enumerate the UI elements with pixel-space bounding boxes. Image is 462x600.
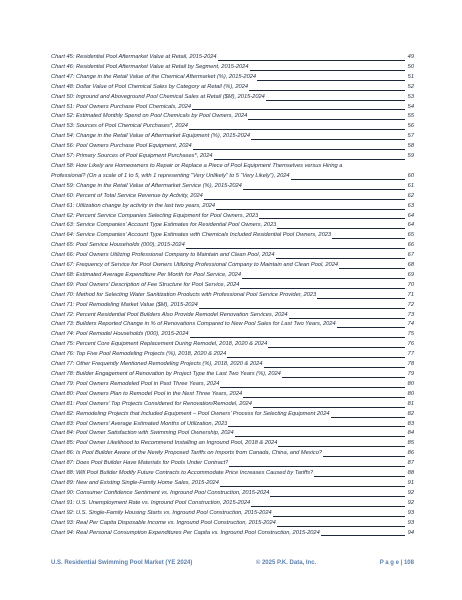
toc-entry-text: Chart 64: Service Companies’ Account Type Estimates with Chemicals Included Residential Pool Owners, 2023	[51, 232, 332, 239]
toc-entry[interactable]	[51, 429, 414, 439]
toc-leader-line	[277, 526, 405, 527]
toc-entry[interactable]	[51, 73, 414, 83]
toc-entry[interactable]	[51, 103, 414, 113]
toc-entry-text: Chart 76: Top Five Pool Remodeling Projects (%), 2018, 2020 & 2024	[51, 351, 227, 358]
toc-entry[interactable]	[51, 340, 414, 350]
toc-entry-text: Chart 84: Pool Owner Satisfaction with Swimming Pool Ownership, 2024	[51, 430, 234, 437]
toc-entry-page: 76	[407, 341, 414, 348]
toc-entry-text: Chart 60: Percent of Total Service Revenue by Activity, 2024	[51, 192, 203, 199]
toc-entry[interactable]	[51, 152, 414, 162]
toc-leader-line	[282, 377, 405, 378]
table-of-charts	[51, 53, 414, 538]
toc-leader-line	[273, 516, 405, 517]
toc-entry[interactable]	[51, 221, 414, 231]
toc-leader-line	[250, 70, 406, 71]
toc-entry[interactable]	[51, 261, 414, 271]
toc-leader-line	[278, 446, 405, 447]
toc-entry-text: Chart 74: Pool Remodel Households (000), 2015-2024	[51, 331, 189, 338]
toc-entry-text: Chart 70: Method for Selecting Water Sanitization Products with Professional Pool Service Provider, 2023	[51, 291, 317, 298]
toc-entry[interactable]	[51, 439, 414, 449]
toc-entry[interactable]	[51, 469, 414, 479]
toc-entry-page: 75	[407, 331, 414, 338]
toc-entry-page: 65	[407, 232, 414, 239]
toc-entry[interactable]	[51, 231, 414, 241]
toc-entry-text: Chart 89: New and Existing Single-Family Home Sales, 2015-2024	[51, 479, 219, 486]
toc-entry[interactable]	[51, 489, 414, 499]
toc-entry-text: Chart 82: Remodeling Projects that Included Equipment – Pool Owners’ Process for Selecting Equipment 2024	[51, 410, 330, 417]
footer-page-number: P a g e | 108	[379, 560, 414, 566]
toc-entry[interactable]	[51, 360, 414, 370]
toc-entry-text: Chart 90: Consumer Confidence Sentiment vs. Inground Pool Construction, 2015-2024	[51, 489, 270, 496]
toc-entry[interactable]	[51, 83, 414, 93]
toc-entry[interactable]	[51, 241, 414, 251]
toc-leader-line	[270, 496, 405, 497]
toc-leader-line	[264, 367, 405, 368]
toc-leader-line	[204, 199, 405, 200]
toc-leader-line	[193, 149, 405, 150]
toc-leader-line	[242, 278, 405, 279]
toc-entry-text: Chart 71: Pool Remodeling Market Value ($M), 2015-2024	[51, 301, 198, 308]
toc-leader-line	[251, 139, 405, 140]
toc-leader-line	[240, 288, 405, 289]
toc-leader-line	[276, 258, 405, 259]
toc-entry-text: Chart 88: Will Pool Builder Modify Future Contracts to Accommodate Price Increases Caused by Tariffs?	[51, 470, 314, 477]
toc-entry-text: Chart 46: Residential Pool Aftermarket Value at Retail by Segment, 2015-2024	[51, 63, 249, 70]
toc-entry[interactable]	[51, 301, 414, 311]
toc-entry-text: Chart 85: Pool Owner Likelihood to Recommend Installing an Inground Pool, 2018 & 2024	[51, 440, 278, 447]
toc-leader-line	[228, 426, 405, 427]
toc-entry-page: 58	[407, 143, 414, 150]
toc-entry-page: 81	[407, 400, 414, 407]
toc-entry-page: 84	[407, 430, 414, 437]
toc-entry-page: 79	[407, 371, 414, 378]
toc-entry-page: 53	[407, 93, 414, 100]
toc-entry-text: Chart 45: Residential Pool Aftermarket Value at Retail, 2015-2024	[51, 53, 217, 60]
toc-entry[interactable]	[51, 122, 414, 132]
toc-entry-text: Chart 92: U.S. Single-Family Housing Starts vs. Inground Pool Construction, 2015-2024	[51, 509, 272, 516]
toc-entry[interactable]	[51, 212, 414, 222]
toc-entry[interactable]	[51, 321, 414, 331]
toc-entry-page: 54	[407, 103, 414, 110]
toc-entry[interactable]	[51, 519, 414, 529]
toc-entry[interactable]	[51, 449, 414, 459]
toc-leader-line	[259, 218, 405, 219]
toc-entry-text: Chart 65: Pool Service Households (000), 2015-2024	[51, 242, 185, 249]
toc-entry-page: 88	[407, 470, 414, 477]
toc-leader-line	[249, 90, 405, 91]
toc-entry-text: Chart 52: Estimated Monthly Spend on Pool Chemicals by Pool Owners, 2024	[51, 113, 248, 120]
toc-entry[interactable]	[51, 251, 414, 261]
toc-leader-line	[220, 387, 405, 388]
toc-entry-page: 92	[407, 499, 414, 506]
toc-entry-text: Chart 53: Sources of Pool Chemical Purchases*, 2024	[51, 123, 188, 130]
toc-entry[interactable]	[51, 53, 414, 63]
toc-entry[interactable]	[51, 182, 414, 192]
toc-entry-page: 51	[407, 73, 414, 80]
toc-entry-text: Chart 86: Is Pool Builder Aware of the Newly Proposed Tariffs on Imports from Canada, China, and Mexico?	[51, 450, 323, 457]
toc-entry-page: 91	[407, 479, 414, 486]
toc-leader-line	[199, 308, 405, 309]
toc-leader-line	[251, 506, 405, 507]
toc-leader-line	[266, 100, 405, 101]
toc-leader-line	[337, 327, 405, 328]
toc-entry-text: Chart 57: Primary Sources of Pool Equipment Purchases*, 2024	[51, 153, 213, 160]
toc-entry-page: 67	[407, 252, 414, 259]
toc-leader-line	[214, 159, 405, 160]
toc-entry-page: 87	[407, 460, 414, 467]
toc-entry-text-continued: Professional? (On a scale of 1 to 5, with 1 representing “Very Unlikely” to 5 “Very Likely”), 2024	[51, 172, 290, 179]
toc-entry-text: Chart 69: Pool Owners’ Description of Fee Structure for Pool Service, 2024	[51, 281, 240, 288]
toc-entry[interactable]	[51, 142, 414, 152]
toc-entry-page: 78	[407, 361, 414, 368]
toc-entry-text: Chart 68: Estimated Average Expenditure Per Month for Pool Service, 2024	[51, 271, 242, 278]
toc-entry-page: 70	[407, 281, 414, 288]
toc-entry-page: 57	[407, 133, 414, 140]
toc-entry-page: 49	[407, 53, 414, 60]
toc-entry-page: 94	[407, 529, 414, 536]
toc-entry-page: 92	[407, 489, 414, 496]
toc-entry-page: 60	[407, 172, 414, 179]
toc-leader-line	[229, 466, 405, 467]
toc-leader-line	[331, 417, 405, 418]
toc-entry[interactable]	[51, 479, 414, 489]
toc-entry[interactable]	[51, 370, 414, 380]
toc-entry-text: Chart 87: Does Pool Builder Have Materials for Pools Under Contract?	[51, 460, 229, 467]
toc-entry-text: Chart 72: Percent Residential Pool Builders Also Provide Remodel Renovation Services, 2024	[51, 311, 288, 318]
toc-entry-page: 50	[407, 63, 414, 70]
toc-leader-line	[190, 337, 405, 338]
toc-leader-line	[317, 298, 405, 299]
toc-entry[interactable]	[51, 63, 414, 73]
toc-entry[interactable]	[51, 271, 414, 281]
toc-entry-page: 68	[407, 262, 414, 269]
toc-leader-line	[235, 436, 405, 437]
toc-entry-page: 64	[407, 222, 414, 229]
toc-leader-line	[289, 318, 405, 319]
toc-entry-text: Chart 80: Pool Owners Plan to Remodel Pool in the Next Three Years, 2024	[51, 390, 243, 397]
toc-leader-line	[257, 80, 405, 81]
toc-leader-line	[192, 109, 405, 110]
toc-leader-line	[227, 357, 405, 358]
toc-entry-page: 86	[407, 450, 414, 457]
toc-entry-text: Chart 58: How Likely are Homeowners to Repair or Replace a Piece of Pool Equipment Themselves versus Hiring a	[51, 162, 343, 169]
toc-entry[interactable]	[51, 281, 414, 291]
toc-entry[interactable]	[51, 93, 414, 103]
toc-entry[interactable]	[51, 291, 414, 301]
toc-entry-page: 66	[407, 242, 414, 249]
toc-entry[interactable]	[51, 350, 414, 360]
toc-entry-text: Chart 56: Pool Owners Purchase Pool Equipment, 2024	[51, 143, 192, 150]
toc-entry[interactable]	[51, 529, 414, 539]
page-footer	[51, 560, 414, 566]
toc-entry[interactable]	[51, 380, 414, 390]
toc-leader-line	[248, 119, 405, 120]
toc-entry-text: Chart 83: Pool Owners’ Average Estimated Months of Utilization, 2023	[51, 420, 228, 427]
toc-entry[interactable]	[51, 499, 414, 509]
toc-entry-text: Chart 91: U.S. Unemployment Rate vs. Inground Pool Construction, 2015-2024	[51, 499, 251, 506]
toc-entry-page: 52	[407, 83, 414, 90]
toc-entry[interactable]	[51, 420, 414, 430]
toc-entry-page: 93	[407, 509, 414, 516]
toc-entry-text: Chart 94: Real Personal Consumption Expenditures Per Capita vs. Inground Pool Construction, 2015-2024	[51, 529, 320, 536]
toc-entry-text: Chart 63: Service Companies’ Account Type Estimates for Residential Pool Owners, 2023	[51, 222, 277, 229]
toc-leader-line	[186, 248, 405, 249]
toc-entry[interactable]	[51, 390, 414, 400]
toc-leader-line	[277, 228, 405, 229]
toc-entry-page: 61	[407, 182, 414, 189]
toc-leader-line	[314, 476, 405, 477]
toc-entry-text: Chart 81: Pool Owners’ Top Projects Considered for Renovation/Remodel, 2024	[51, 400, 252, 407]
toc-leader-line	[243, 397, 405, 398]
toc-entry[interactable]	[51, 311, 414, 321]
toc-entry-page: 74	[407, 321, 414, 328]
toc-entry-page: 77	[407, 351, 414, 358]
toc-entry[interactable]	[51, 330, 414, 340]
toc-leader-line	[220, 486, 405, 487]
toc-entry-page: 62	[407, 192, 414, 199]
footer-copyright: © 2025 P.K. Data, Inc.	[255, 560, 317, 566]
toc-entry-page: 73	[407, 311, 414, 318]
toc-entry[interactable]	[51, 132, 414, 142]
toc-entry-page: 80	[407, 380, 414, 387]
toc-leader-line	[323, 456, 405, 457]
toc-leader-line	[189, 129, 405, 130]
toc-entry[interactable]	[51, 509, 414, 519]
toc-leader-line	[268, 347, 405, 348]
toc-leader-line	[321, 535, 405, 536]
toc-entry-page: 56	[407, 123, 414, 130]
toc-leader-line	[253, 407, 405, 408]
toc-entry-page: 59	[407, 153, 414, 160]
toc-entry[interactable]	[51, 410, 414, 420]
toc-entry[interactable]	[51, 459, 414, 469]
footer-report-title: U.S. Residential Swimming Pool Market (YE 2024)	[51, 560, 193, 566]
toc-entry-text: Chart 48: Dollar Value of Pool Chemical Sales by Category at Retail (%), 2024	[51, 83, 249, 90]
toc-entry-text: Chart 47: Change in the Retail Value of the Chemical Aftermarket (%), 2015-2024	[51, 73, 257, 80]
toc-entry-text: Chart 67: Frequency of Service for Pool Owners Utilizing Professional Company to Maintain and Clean Pool, 2024	[51, 262, 339, 269]
toc-leader-line	[218, 60, 405, 61]
toc-leader-line	[332, 238, 405, 239]
toc-entry-page: 93	[407, 519, 414, 526]
toc-entry[interactable]	[51, 112, 414, 122]
toc-entry-text: Chart 62: Percent Service Companies Selecting Equipment for Pool Owners, 2023	[51, 212, 259, 219]
toc-entry[interactable]	[51, 400, 414, 410]
toc-entry-page: 83	[407, 420, 414, 427]
toc-entry-page: 82	[407, 410, 414, 417]
toc-entry[interactable]	[51, 162, 414, 182]
toc-leader-line	[339, 268, 405, 269]
toc-entry-text: Chart 54: Change in the Retail Value of Aftermarket Equipment (%), 2015-2024	[51, 133, 251, 140]
toc-entry-page: 55	[407, 113, 414, 120]
toc-entry-text: Chart 78: Builder Engagement of Renovation by Project Type the Last Two Years (%), 2024	[51, 371, 281, 378]
toc-entry-line	[51, 162, 414, 172]
toc-entry[interactable]	[51, 192, 414, 202]
toc-entry-text: Chart 61: Utilization change by activity in the last two years, 2024	[51, 202, 216, 209]
toc-entry-line	[51, 172, 414, 182]
toc-entry[interactable]	[51, 202, 414, 212]
toc-entry-text: Chart 66: Pool Owners Utilizing Professional Company to Maintain and Clean Pool, 2024	[51, 252, 275, 259]
toc-entry-text: Chart 93: Real Per Capita Disposable Income vs. Inground Pool Construction, 2015-2024	[51, 519, 276, 526]
toc-leader-line	[291, 179, 405, 180]
toc-leader-line	[243, 189, 405, 190]
toc-entry-page: 72	[407, 301, 414, 308]
toc-entry-text: Chart 50: Inground and Aboveground Pool Chemical Sales at Retail ($M), 2015-2024	[51, 93, 265, 100]
toc-entry-page: 69	[407, 271, 414, 278]
toc-entry-text: Chart 79: Pool Owners Remodeled Pool in Past Three Years, 2024	[51, 380, 220, 387]
toc-entry-text: Chart 51: Pool Owners Purchase Pool Chemicals, 2024	[51, 103, 192, 110]
toc-entry-page: 80	[407, 390, 414, 397]
toc-entry-page: 64	[407, 212, 414, 219]
toc-entry-text: Chart 75: Percent Core Equipment Replacement During Remodel, 2018, 2020 & 2024	[51, 341, 268, 348]
toc-entry-page: 85	[407, 440, 414, 447]
toc-entry-text: Chart 73: Builders Reported Change in % of Renovations Compared to New Pool Sales for Last Two Years, 2024	[51, 321, 336, 328]
toc-leader-line	[216, 209, 405, 210]
toc-entry-text: Chart 59: Change in the Retail Value of Aftermarket Service (%), 2015-2024	[51, 182, 242, 189]
toc-entry-text: Chart 77: Other Frequently Mentioned Remodeling Projects (%), 2018, 2020 & 2024	[51, 361, 263, 368]
toc-entry-page: 71	[407, 291, 414, 298]
toc-entry-page: 63	[407, 202, 414, 209]
